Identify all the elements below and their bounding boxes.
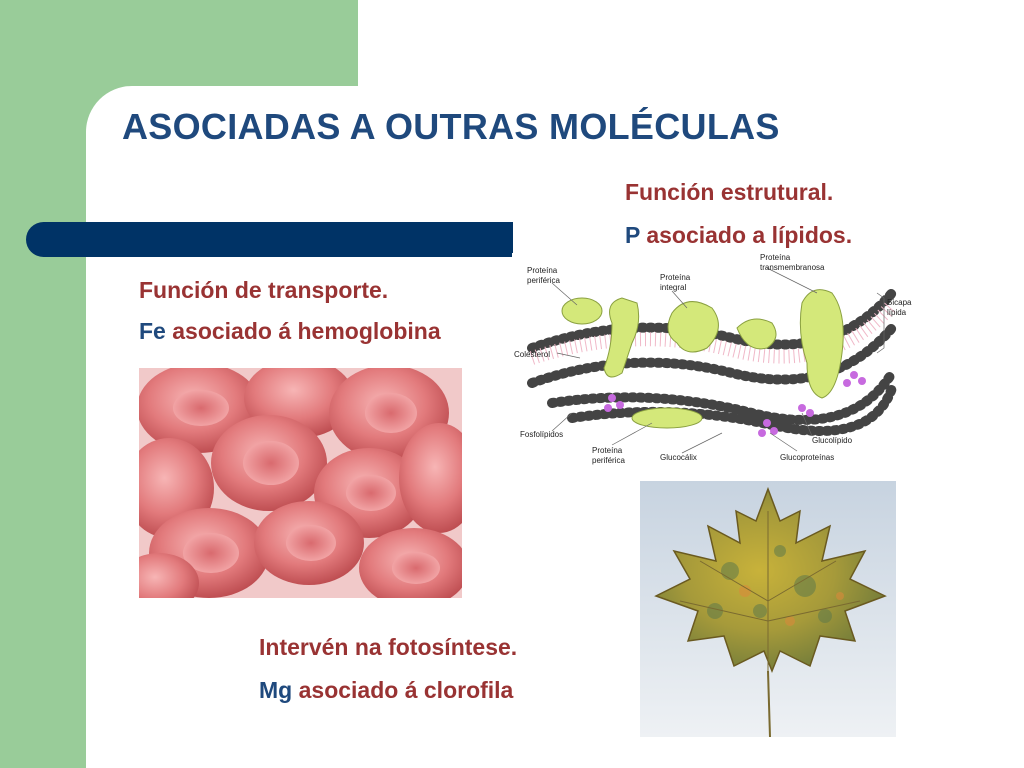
magnesium-symbol: Mg <box>259 677 293 703</box>
iron-description: asociado á hemoglobina <box>165 318 441 344</box>
label-peripheral-protein-top-2: periférica <box>527 276 560 285</box>
phosphorus-symbol: P <box>625 222 640 248</box>
cell-membrane-diagram <box>512 253 912 475</box>
magnesium-text <box>259 677 513 704</box>
decorative-bar <box>26 222 513 257</box>
blood-cells-group <box>139 368 462 598</box>
label-glycolipid: Glucolípido <box>812 436 853 445</box>
iron-text <box>139 318 441 345</box>
label-bilayer-1: Bicapa <box>887 298 912 307</box>
label-integral-protein-2: integral <box>660 283 687 292</box>
label-peripheral-protein-bottom-1: Proteína <box>592 446 623 455</box>
iron-symbol: Fe <box>139 318 166 344</box>
label-phospholipids: Fosfolípidos <box>520 430 564 439</box>
maple-leaf-image <box>640 481 896 737</box>
label-transmembrane-protein-2: transmembranosa <box>760 263 825 272</box>
phosphorus-text <box>625 222 852 249</box>
label-peripheral-protein-bottom-2: periférica <box>592 456 625 465</box>
label-peripheral-protein-top-1: Proteína <box>527 266 558 275</box>
label-transmembrane-protein-1: Proteína <box>760 253 791 262</box>
label-glycocalyx: Glucocálix <box>660 453 697 462</box>
red-blood-cells-image <box>139 368 462 598</box>
phosphorus-description: asociado a lípidos. <box>639 222 853 248</box>
transport-function-text: Función de transporte. <box>139 277 389 303</box>
label-glycoproteins: Glucoproteínas <box>780 453 835 462</box>
label-integral-protein-1: Proteína <box>660 273 691 282</box>
photosynthesis-text: Intervén na fotosíntese. <box>259 634 518 660</box>
label-cholesterol: Colesterol <box>514 350 551 359</box>
slide-title: ASOCIADAS A OUTRAS MOLÉCULAS <box>122 106 780 147</box>
magnesium-description: asociado á clorofila <box>292 677 514 703</box>
structural-function-text: Función estrutural. <box>625 179 834 205</box>
label-bilayer-2: lípida <box>887 308 907 317</box>
